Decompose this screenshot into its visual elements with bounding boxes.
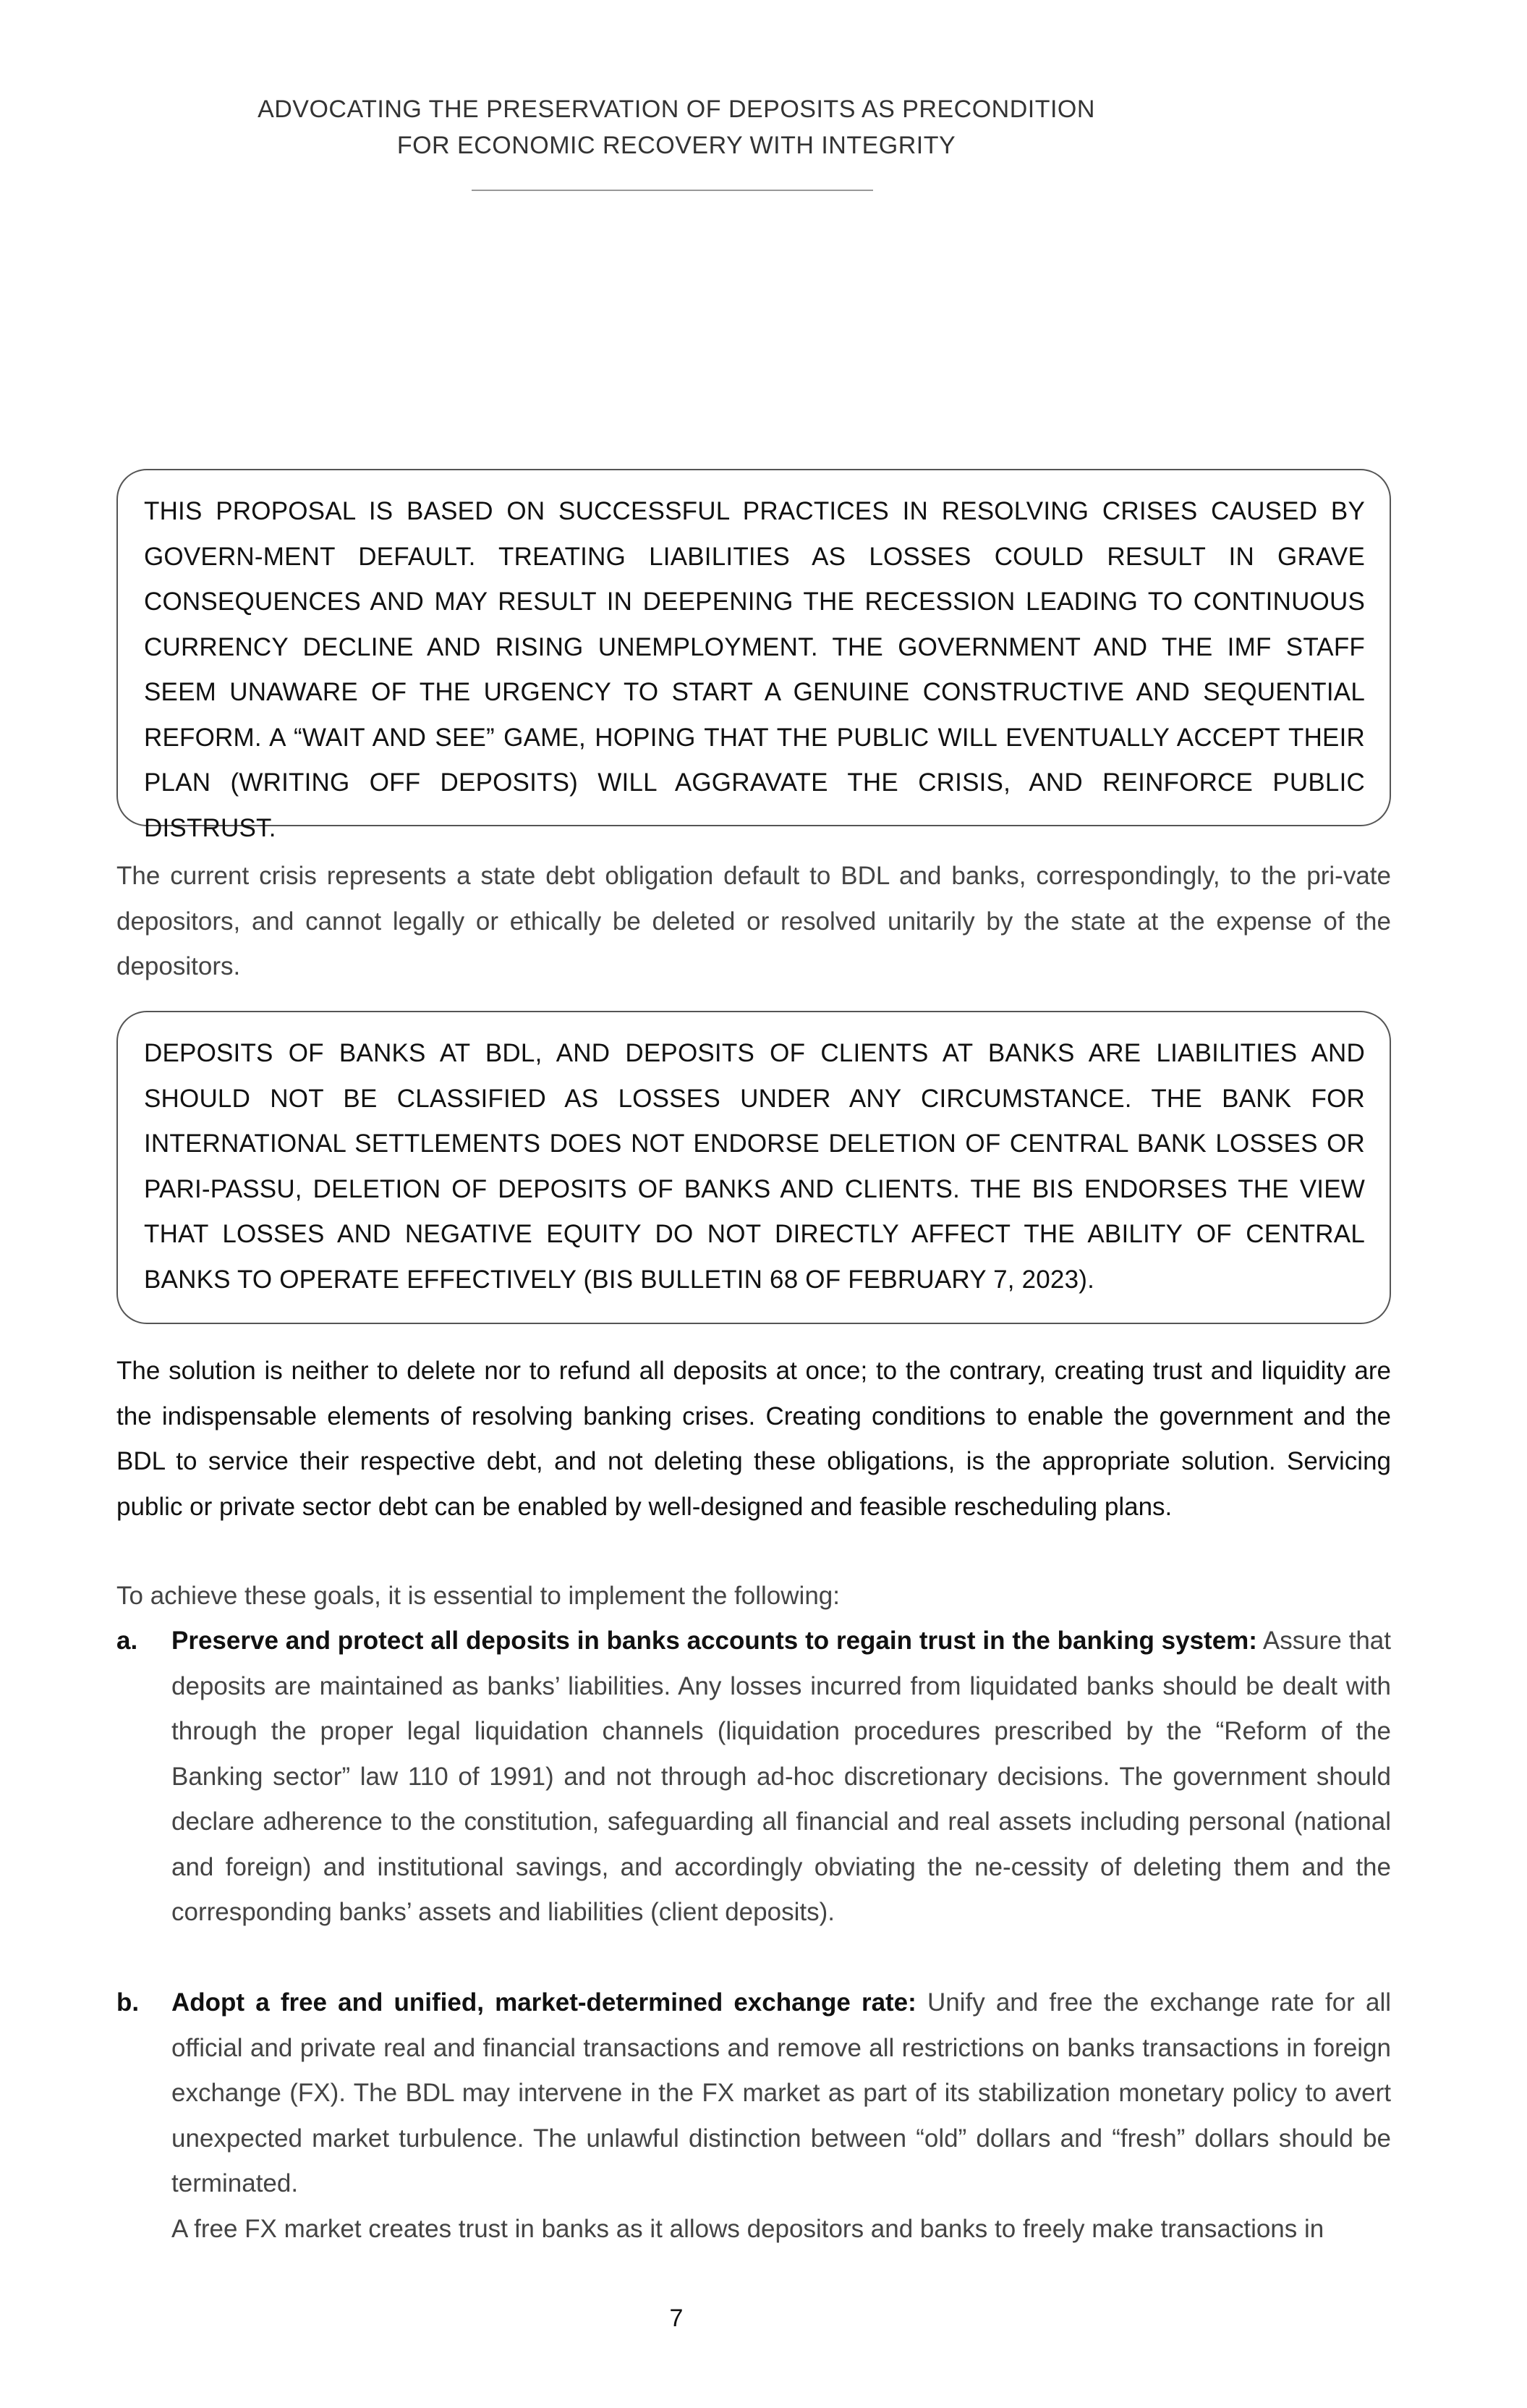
list-item-body: Unify and free the exchange rate for all official and private real and financial transactions and remove all restrictions on banks transactions in foreign exchange (FX). The BDL may intervene in the FX market as part of its stabilization monetary policy to avert unexpected market turbulence. The unlawful distinction between “old” dollars and “fresh” dollars should be terminated. [171, 1988, 1391, 2197]
list-item-heading: Preserve and protect all deposits in banks accounts to regain trust in the banking system: [171, 1627, 1257, 1655]
body-paragraph-crisis: The current crisis represents a state debt obligation default to BDL and banks, correspondingly, to the pri-vate depositors, and cannot legally or ethically be deleted or resolved unitarily by the state at the expense of the depositors. [116, 862, 1391, 980]
callout-box-deposits [116, 1011, 1391, 1324]
callout-text: THIS PROPOSAL IS BASED ON SUCCESSFUL PRACTICES IN RESOLVING CRISES CAUSED BY GOVERN-MENT DEFAULT. TREATING LIABILITIES AS LOSSES COULD RESULT IN GRAVE CONSEQUENCES AND MAY RESULT IN DEEPENING THE RECESSION LEADING TO CONTINUOUS CURRENCY DECLINE AND RISING UNEMPLOYMENT. THE GOVERNMENT AND THE IMF STAFF SEEM UNAWARE OF THE URGENCY TO START A GENUINE CONSTRUCTIVE AND SEQUENTIAL REFORM. A “WAIT AND SEE” GAME, HOPING THAT THE PUBLIC WILL EVENTUALLY ACCEPT THEIR PLAN (WRITING OFF DEPOSITS) WILL AGGRAVATE THE CRISIS, AND REINFORCE PUBLIC DISTRUST. [144, 497, 1365, 842]
list-item-heading: Adopt a free and unified, market-determined exchange rate: [171, 1988, 916, 2017]
list-item-continuation: A free FX market creates trust in banks as it allows depositors and banks to freely make transactions in [171, 2214, 1324, 2243]
body-paragraph-goals: To achieve these goals, it is essential to implement the following: [116, 1582, 840, 1610]
page-number: 7 [669, 2305, 684, 2332]
header-divider [472, 190, 873, 191]
body-paragraph-solution: The solution is neither to delete nor to refund all deposits at once; to the contrary, creating trust and liquidity are the indispensable elements of resolving banking crises. Creating conditions to enable the government and the BDL to service their respective debt, and not deleting these obligations, is the appropriate solution. Servicing public or private sector debt can be enabled by well-designed and feasible rescheduling plans. [116, 1357, 1391, 1521]
running-header-line-1: ADVOCATING THE PRESERVATION OF DEPOSITS AS PRECONDITION [258, 96, 1095, 123]
callout-box-proposal [116, 469, 1391, 842]
running-header [0, 91, 1353, 164]
running-header-line-2: FOR ECONOMIC RECOVERY WITH INTEGRITY [396, 132, 956, 159]
list-marker: b. [116, 1988, 140, 2017]
list-item-body: Assure that deposits are maintained as banks’ liabilities. Any losses incurred from liquidated banks should be dealt with through the proper legal liquidation channels (liquidation procedures prescribed by the “Reform of the Banking sector” law 110 of 1991) and not through ad-hoc discretionary decisions. The government should declare adherence to the constitution, safeguarding all financial and real assets including personal (national and foreign) and institutional savings, and accordingly obviating the ne-cessity of deleting them and the corresponding banks’ assets and liabilities (client deposits). [171, 1627, 1391, 1926]
callout-text: DEPOSITS OF BANKS AT BDL, AND DEPOSITS OF CLIENTS AT BANKS ARE LIABILITIES AND SHOULD NOT BE CLASSIFIED AS LOSSES UNDER ANY CIRCUMSTANCE. THE BANK FOR INTERNATIONAL SETTLEMENTS DOES NOT ENDORSE DELETION OF CENTRAL BANK LOSSES OR PARI-PASSU, DELETION OF DEPOSITS OF BANKS AND CLIENTS. THE BIS ENDORSES THE VIEW THAT LOSSES AND NEGATIVE EQUITY DO NOT DIRECTLY AFFECT THE ABILITY OF CENTRAL BANKS TO OPERATE EFFECTIVELY (BIS BULLETIN 68 OF FEBRUARY 7, 2023). [144, 1039, 1365, 1294]
list-marker: a. [116, 1627, 138, 1655]
list-item-b [116, 1980, 1391, 2252]
list-item-a [116, 1619, 1391, 1936]
